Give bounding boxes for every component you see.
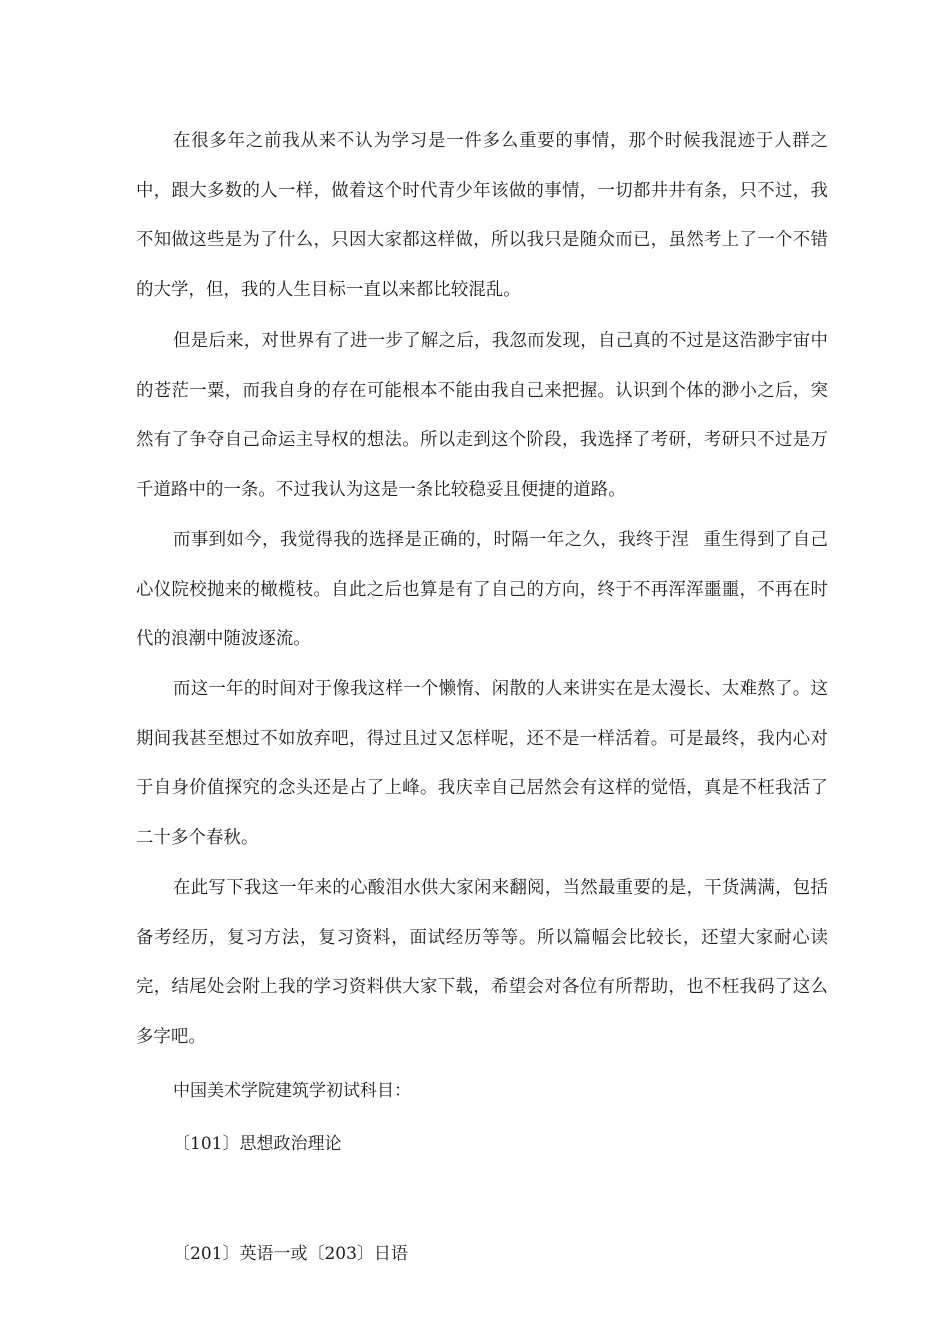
paragraph-1: 在很多年之前我从来不认为学习是一件多么重要的事情，那个时候我混迹于人群之中，跟大多数的人一样，做着这个时代青少年该做的事情，一切都井井有条，只不过，我不知做这些是为了什么，只因大家都这样做，所以我只是随众而已，虽然考上了一个不错的大学，但，我的人生目标一直以来都比较混乱。 — [136, 131, 828, 300]
subject-item-language: 〔201〕英语一或〔203〕日语 — [173, 1244, 408, 1264]
paragraph-2: 但是后来，对世界有了进一步了解之后，我忽而发现，自己真的不过是这浩渺宇宙中的苍茫一粟，而我自身的存在可能根本不能由我自己来把握。认识到个体的渺小之后，突然有了争夺自己命运主导权的想法。所以走到这个阶段，我选择了考研，考研只不过是万千道路中的一条。不过我认为这是一条比较稳妥且便捷的道路。 — [136, 331, 828, 500]
subjects-heading: 中国美术学院建筑学初试科目： — [173, 1081, 411, 1101]
subject-item-politics: 〔101〕思想政治理论 — [173, 1134, 342, 1154]
paragraph-4: 而这一年的时间对于像我这样一个懒惰、闲散的人来讲实在是太漫长、太难熬了。这期间我甚至想过不如放弃吧，得过且过又怎样呢，还不是一样活着。可是最终，我内心对于自身价值探究的念头还是占了上峰。我庆幸自己居然会有这样的觉悟，真是不枉我活了二十多个春秋。 — [136, 679, 828, 848]
paragraph-5: 在此写下我这一年来的心酸泪水供大家闲来翻阅，当然最重要的是，干货满满，包括备考经历，复习方法，复习资料，面试经历等等。所以篇幅会比较长，还望大家耐心读完，结尾处会附上我的学习资料供大家下载，希望会对各位有所帮助，也不枉我码了这么多字吧。 — [136, 878, 828, 1047]
paragraph-3-part-2: 重生得到了自己心仪院校抛来的橄榄枝。自此之后也算是有了自己的方向，终于不再浑浑噩噩，不再在时代的浪潮中随波逐流。 — [136, 530, 828, 649]
paragraph-3-part-1: 而事到如今，我觉得我的选择是正确的，时隔一年之久，我终于涅 — [173, 530, 690, 550]
paragraph-3 — [136, 516, 828, 665]
